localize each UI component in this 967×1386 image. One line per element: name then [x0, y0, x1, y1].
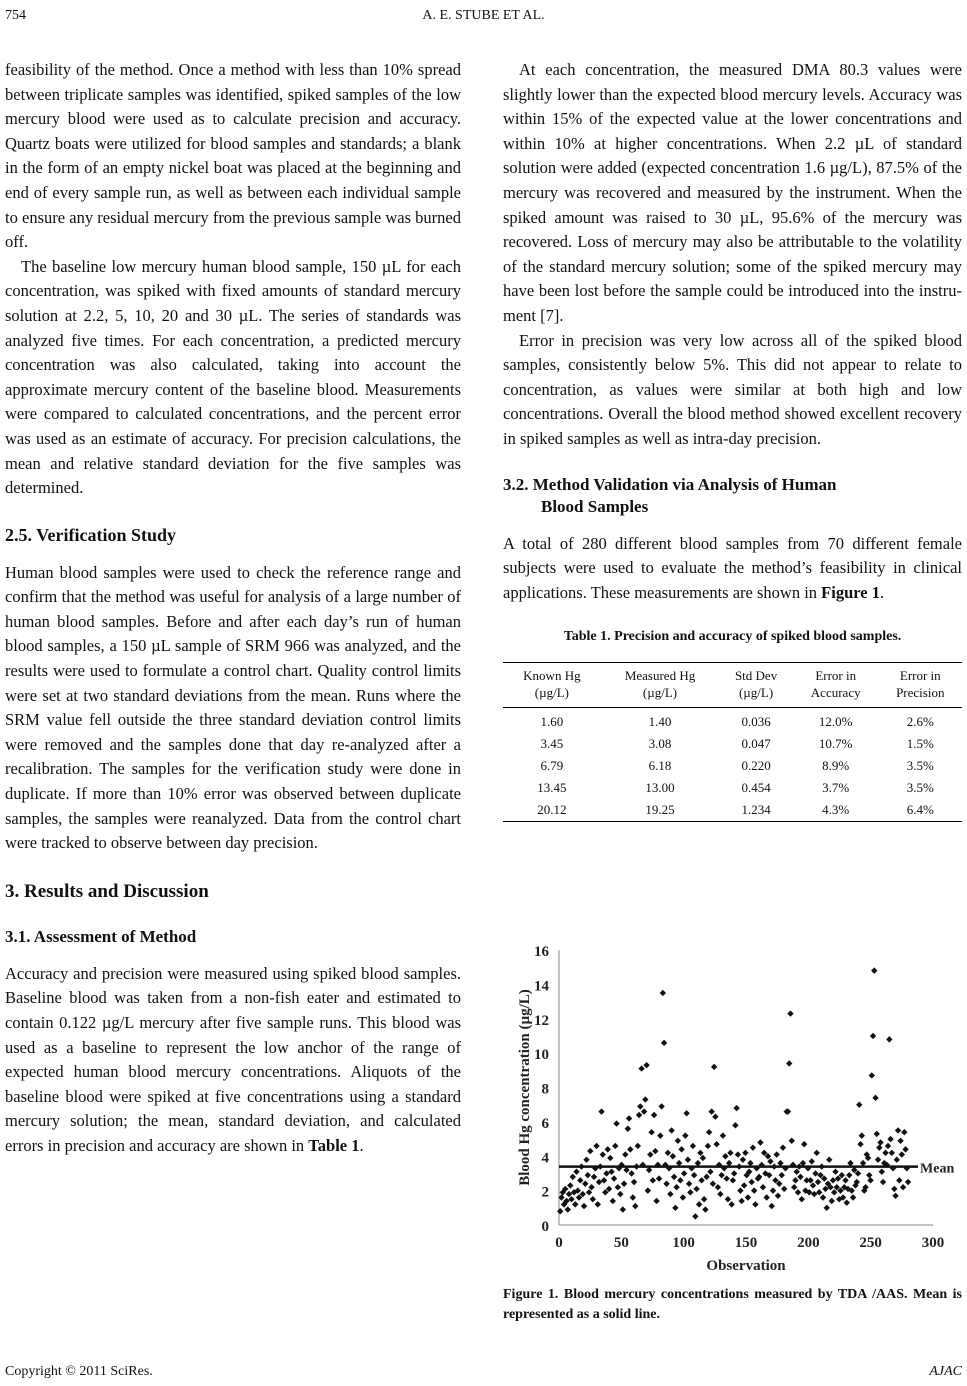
data-point — [875, 1156, 881, 1162]
data-point — [812, 1170, 818, 1176]
data-point — [587, 1148, 593, 1154]
data-point — [738, 1198, 744, 1204]
table-cell: 3.5% — [906, 757, 934, 773]
data-point — [613, 1120, 619, 1126]
table-cell: 4.3% — [793, 799, 879, 822]
data-point — [899, 1151, 905, 1157]
data-point — [752, 1201, 758, 1207]
table-caption: Table 1. Precision and accuracy of spiked blood samples. — [563, 629, 902, 645]
right-column — [503, 58, 962, 822]
figure-1-reference: Figure 1 — [821, 582, 880, 602]
data-point — [897, 1138, 903, 1144]
table-header-cell: Measured Hg (µg/L) — [601, 662, 719, 707]
table-cell: 3.5% — [906, 779, 934, 795]
data-point — [859, 1132, 865, 1138]
data-point — [737, 1187, 743, 1193]
data-point — [706, 1129, 712, 1135]
data-point — [901, 1129, 907, 1135]
y-tick-label: 0 — [541, 1219, 549, 1235]
data-point — [648, 1129, 654, 1135]
heading-assessment-method: 3.1. Assessment of Method — [5, 926, 197, 946]
precision-accuracy-table — [503, 662, 962, 822]
data-point — [593, 1143, 599, 1149]
data-point — [791, 1184, 797, 1190]
data-point — [652, 1148, 658, 1154]
data-point — [678, 1146, 684, 1152]
data-point — [902, 1146, 908, 1152]
data-point — [600, 1151, 606, 1157]
data-point — [643, 1062, 649, 1068]
data-point — [603, 1170, 609, 1176]
copyright: Copyright © 2011 SciRes. — [5, 1364, 153, 1379]
data-point — [846, 1172, 852, 1178]
paragraph-precision-error: Error in precision was very low across all of the spiked blood samples, consistently below 5%. This did not appear to relate to concentration, as values were similar at both high and low concentrations. Overall the blood method showed excellent recovery in spiked samples as well as intra-day precision. — [503, 330, 962, 448]
data-point — [696, 1201, 702, 1207]
data-point — [832, 1169, 838, 1175]
table-cell: 0.047 — [741, 735, 771, 751]
table-header-cell: Std Dev (µg/L) — [719, 662, 793, 707]
data-point — [870, 1033, 876, 1039]
table-cell: 12.0% — [818, 713, 853, 729]
data-point — [657, 1132, 663, 1138]
data-point — [710, 1181, 716, 1187]
data-point — [792, 1177, 798, 1183]
data-point — [693, 1186, 699, 1192]
table-cell: 3.7% — [822, 779, 850, 795]
data-point — [725, 1196, 731, 1202]
data-point — [621, 1181, 627, 1187]
x-tick-label: 100 — [672, 1235, 695, 1251]
data-point — [850, 1194, 856, 1200]
data-point — [612, 1143, 618, 1149]
data-point — [830, 1177, 836, 1183]
data-point — [889, 1150, 895, 1156]
table-header-cell: Known Hg (µg/L) — [503, 662, 601, 707]
x-tick-label: 200 — [797, 1235, 820, 1251]
data-point — [773, 1151, 779, 1157]
data-point — [781, 1186, 787, 1192]
data-point — [896, 1177, 902, 1183]
data-point — [698, 1177, 704, 1183]
data-point — [731, 1170, 737, 1176]
table-cell: 6.18 — [648, 757, 672, 773]
y-tick-label: 12 — [534, 1012, 549, 1029]
data-point — [872, 1095, 878, 1101]
table-cell: 13.45 — [537, 779, 567, 795]
data-point — [705, 1143, 711, 1149]
table-row — [503, 707, 962, 733]
data-point — [645, 1187, 651, 1193]
data-point — [712, 1114, 718, 1120]
data-point — [799, 1196, 805, 1202]
data-point — [671, 1174, 677, 1180]
data-point — [801, 1141, 807, 1147]
x-axis-label: Observation — [706, 1258, 786, 1274]
data-point — [757, 1139, 763, 1145]
data-point — [682, 1132, 688, 1138]
data-point — [895, 1127, 901, 1133]
data-point — [905, 1179, 911, 1185]
table-header-cell: Error in Accuracy — [793, 662, 879, 707]
data-point — [857, 1141, 863, 1147]
data-point — [607, 1155, 613, 1161]
data-point — [627, 1146, 633, 1152]
table-cell: 0.454 — [741, 779, 771, 795]
table-cell: 0.036 — [741, 713, 771, 729]
data-point — [856, 1101, 862, 1107]
data-point — [636, 1112, 642, 1118]
data-point — [692, 1213, 698, 1219]
data-point — [892, 1193, 898, 1199]
data-point — [871, 967, 877, 973]
data-point — [620, 1206, 626, 1212]
data-point — [787, 1010, 793, 1016]
data-point — [713, 1141, 719, 1147]
data-point — [598, 1108, 604, 1114]
data-point — [675, 1138, 681, 1144]
x-tick-label: 50 — [613, 1235, 629, 1251]
data-point — [677, 1177, 683, 1183]
table-cell: 3.08 — [648, 735, 672, 751]
data-point — [742, 1150, 748, 1156]
data-point — [829, 1198, 835, 1204]
journal-abbrev: AJAC — [929, 1364, 962, 1379]
table-cell: 8.9% — [822, 757, 850, 773]
data-point — [565, 1206, 571, 1212]
figure-caption: Figure 1. Blood mercury concentrations measured by TDA /AAS. Mean is represented as a solid line. — [503, 1287, 962, 1322]
x-tick-label: 150 — [734, 1235, 758, 1251]
data-point — [750, 1144, 756, 1150]
left-column — [5, 58, 461, 1159]
data-point — [583, 1156, 589, 1162]
y-tick-label: 4 — [541, 1150, 549, 1167]
data-point — [732, 1122, 738, 1128]
data-point — [797, 1174, 803, 1180]
table-cell: 0.220 — [741, 757, 771, 773]
data-point — [701, 1196, 707, 1202]
data-point — [673, 1184, 679, 1190]
data-point — [661, 1040, 667, 1046]
data-point — [711, 1064, 717, 1070]
data-point — [842, 1177, 848, 1183]
data-point — [615, 1184, 621, 1190]
data-point — [715, 1184, 721, 1190]
data-point — [887, 1136, 893, 1142]
data-point — [730, 1177, 736, 1183]
data-point — [630, 1194, 636, 1200]
table-row — [503, 733, 962, 755]
data-point — [658, 1103, 664, 1109]
y-tick-label: 2 — [541, 1184, 549, 1201]
table-row — [503, 755, 962, 777]
page-footer — [5, 1364, 962, 1380]
table-cell: 1.40 — [648, 713, 672, 729]
data-point — [611, 1175, 617, 1181]
data-point — [702, 1206, 708, 1212]
table-cell: 1.5% — [906, 735, 934, 751]
data-point — [665, 1150, 671, 1156]
data-point — [608, 1169, 614, 1175]
data-point — [660, 990, 666, 996]
data-point — [625, 1126, 631, 1132]
data-point — [727, 1150, 733, 1156]
page-number: 754 — [5, 8, 26, 23]
data-point — [691, 1172, 697, 1178]
data-point — [622, 1151, 628, 1157]
data-point — [573, 1169, 579, 1175]
data-point — [789, 1138, 795, 1144]
data-point — [869, 1072, 875, 1078]
data-point — [567, 1182, 573, 1188]
data-point — [656, 1175, 662, 1181]
data-point — [663, 1181, 669, 1187]
data-point — [582, 1181, 588, 1187]
data-point — [866, 1172, 872, 1178]
data-point — [867, 1177, 873, 1183]
data-point — [681, 1170, 687, 1176]
data-point — [708, 1108, 714, 1114]
data-point — [885, 1143, 891, 1149]
table-cell: 10.7% — [818, 735, 853, 751]
heading-method-validation: 3.2. Method Validation via Analysis of Human Blood Samples — [503, 474, 837, 516]
data-point — [680, 1194, 686, 1200]
page-header — [0, 8, 967, 28]
data-point — [748, 1179, 754, 1185]
data-point — [653, 1198, 659, 1204]
y-tick-label: 16 — [534, 944, 549, 960]
data-point — [775, 1193, 781, 1199]
data-point — [809, 1158, 815, 1164]
data-point — [876, 1144, 882, 1150]
data-point — [557, 1208, 563, 1214]
data-point — [768, 1203, 774, 1209]
table-cell: 2.6% — [906, 713, 934, 729]
data-point — [735, 1151, 741, 1157]
data-point — [894, 1156, 900, 1162]
data-point — [617, 1191, 623, 1197]
data-point — [641, 1108, 647, 1114]
table-1-reference: Table 1 — [308, 1135, 360, 1155]
table-row — [503, 799, 962, 822]
data-point — [703, 1174, 709, 1180]
data-point — [650, 1177, 656, 1183]
data-point — [668, 1127, 674, 1133]
data-point — [672, 1205, 678, 1211]
data-point — [591, 1174, 597, 1180]
data-point — [570, 1174, 576, 1180]
data-point — [745, 1194, 751, 1200]
table-cell: 13.00 — [645, 779, 675, 795]
table-cell: 6.4% — [879, 799, 962, 822]
data-point — [723, 1175, 729, 1181]
data-point — [770, 1187, 776, 1193]
data-point — [632, 1203, 638, 1209]
data-point — [722, 1153, 728, 1159]
data-point — [687, 1189, 693, 1195]
data-point — [595, 1201, 601, 1207]
x-tick-label: 300 — [921, 1235, 945, 1251]
running-title: A. E. STUBE ET AL. — [422, 8, 545, 23]
data-point — [740, 1156, 746, 1162]
data-point — [651, 1112, 657, 1118]
data-point — [882, 1150, 888, 1156]
scatter-chart — [505, 930, 960, 1280]
data-point — [685, 1156, 691, 1162]
data-point — [741, 1182, 747, 1188]
data-point — [635, 1143, 641, 1149]
data-point — [820, 1194, 826, 1200]
data-point — [572, 1201, 578, 1207]
data-point — [891, 1186, 897, 1192]
y-tick-label: 6 — [541, 1115, 549, 1132]
data-point — [707, 1169, 713, 1175]
table-cell: 1.234 — [719, 799, 793, 822]
data-point — [585, 1172, 591, 1178]
heading-results-discussion: 3. Results and Discussion — [5, 880, 209, 902]
data-point — [728, 1201, 734, 1207]
data-point — [900, 1184, 906, 1190]
paragraph-verification: Human blood samples were used to check the reference range and confirm that the method was useful for analysis of a large number of human blood samples. Before and after each day’s run of human blood samples, a 150 µL sample of SRM 966 was analyzed, and the results were used to formulate a control chart. Quality control limits were set at two standard deviations from the mean. Runs where the SRM value fell outside the three standard deviation control limits were removed and the samples done that day re-analyzed after a recalibration. The samples for the verification study were done in duplicate. If more than 10% error was observed between duplicate samples, the samples were reanalyzed. Data from the control chart were tracked to observe between day precision. — [5, 562, 461, 853]
data-point — [877, 1139, 883, 1145]
data-point — [811, 1191, 817, 1197]
data-point — [605, 1146, 611, 1152]
data-point — [686, 1181, 692, 1187]
data-point — [785, 1108, 791, 1114]
data-point — [824, 1205, 830, 1211]
data-point — [683, 1110, 689, 1116]
data-point — [690, 1143, 696, 1149]
data-point — [874, 1131, 880, 1137]
data-point — [751, 1187, 757, 1193]
data-point — [670, 1153, 676, 1159]
paragraph-human-samples: A total of 280 different blood samples from 70 different female subjects were used to evaluate the method’s feasibility in clinical applications. These measurements are shown in Figure 1. — [503, 533, 962, 602]
data-point — [590, 1196, 596, 1202]
data-point — [780, 1144, 786, 1150]
data-point — [844, 1199, 850, 1205]
data-point — [760, 1184, 766, 1190]
x-tick-label: 250 — [859, 1235, 882, 1251]
data-point — [610, 1198, 616, 1204]
data-point — [667, 1191, 673, 1197]
y-tick-label: 14 — [534, 978, 549, 995]
data-point — [596, 1179, 602, 1185]
paragraph-accuracy-precision: Accuracy and precision were measured using spiked blood samples. Baseline blood was taken from a non-fish eater and estimated to contain 0.122 µg/L mercury after five sample runs. This blood was used as a baseline to represent the low anchor of the range of expected human blood mercury concentrations. Aliquots of the baseline blood were spiked at five concentrations using a standard mercury solution; the mean, standard deviation, and calculated errors in precision and accuracy are shown in Table 1. — [5, 963, 461, 1155]
data-point — [816, 1189, 822, 1195]
y-tick-label: 10 — [534, 1047, 549, 1064]
table-cell: 6.79 — [540, 757, 564, 773]
data-point — [733, 1105, 739, 1111]
table-cell: 3.45 — [540, 735, 564, 751]
data-point — [717, 1191, 723, 1197]
table-cell: 1.60 — [540, 713, 564, 729]
paragraph-measured-values: At each concentration, the measured DMA 80.3 values were slightly lower than the expected blood mercury levels. Accuracy was within 15% of the expected value at the lower concentrations and within 10% at higher concentrations. When 2.2 µL of standard solution were added (expected concentration 1.6 µg/L), 87.5% of the mercury was recovered and measured by the instrument. When the spiked amount was raised to 30 µL, 95.6% of the mercury was recovered. Loss of mercury may also be attributable to the volatility of the standard mercury solution; some of the spiked mercury may have been lost before the sample could be introduced into the instrument [7]. — [503, 60, 962, 325]
x-tick-label: 0 — [555, 1235, 563, 1251]
paragraph-method-feasibility: feasibility of the method. Once a method with less than 10% spread between triplicate samples was identified, spiked samples of the low mercury blood were used as to calculate precision and accuracy. Quartz boats were utilized for blood samples and standards; a blank in the form of an empty nickel boat was placed at the beginning and end of every sample run, as well as between each individual sample to ensure any residual mercury from the previous sample was burned off. — [5, 60, 461, 252]
figure-1 — [505, 930, 960, 1280]
data-point — [795, 1189, 801, 1195]
table-header-cell: Error in Precision — [879, 662, 962, 707]
data-point — [826, 1156, 832, 1162]
table-row — [503, 777, 962, 799]
table-cell: 20.12 — [503, 799, 601, 822]
data-point — [786, 1060, 792, 1066]
heading-verification-study: 2.5. Verification Study — [5, 524, 177, 545]
data-point — [763, 1194, 769, 1200]
table-cell: 19.25 — [601, 799, 719, 822]
data-point — [642, 1096, 648, 1102]
data-point — [880, 1179, 886, 1185]
data-point — [637, 1103, 643, 1109]
data-point — [647, 1151, 653, 1157]
data-point — [886, 1036, 892, 1042]
data-point — [601, 1177, 607, 1183]
data-point — [815, 1179, 821, 1185]
paragraph-spiked-baseline: The baseline low mercury human blood sample, 150 µL for each concentration, was spiked with fixed amounts of standard mercury solution at 2.2, 5, 10, 20 and 30 µL. The series of standards was analyzed five times. For each concentration, a predicted mercury concentration was also calculated, taking into account the approximate mercury content of the baseline blood. Measurements were compared to calculated concentrations, and the percent error was used as an estimate of accuracy. For precision calculations, the mean and relative standard deviation for the five samples was determined. — [5, 256, 461, 498]
data-point — [638, 1065, 644, 1071]
y-axis-label: Blood Hg concentration (µg/L) — [517, 989, 533, 1186]
mean-label: Mean — [920, 1161, 955, 1177]
data-point — [577, 1177, 583, 1183]
data-point — [631, 1179, 637, 1185]
data-point — [718, 1172, 724, 1178]
data-point — [779, 1172, 785, 1178]
y-tick-label: 8 — [541, 1081, 549, 1098]
data-point — [720, 1132, 726, 1138]
data-point — [626, 1115, 632, 1121]
data-point — [814, 1150, 820, 1156]
data-point — [628, 1170, 634, 1176]
data-point — [581, 1203, 587, 1209]
data-point — [879, 1169, 885, 1175]
